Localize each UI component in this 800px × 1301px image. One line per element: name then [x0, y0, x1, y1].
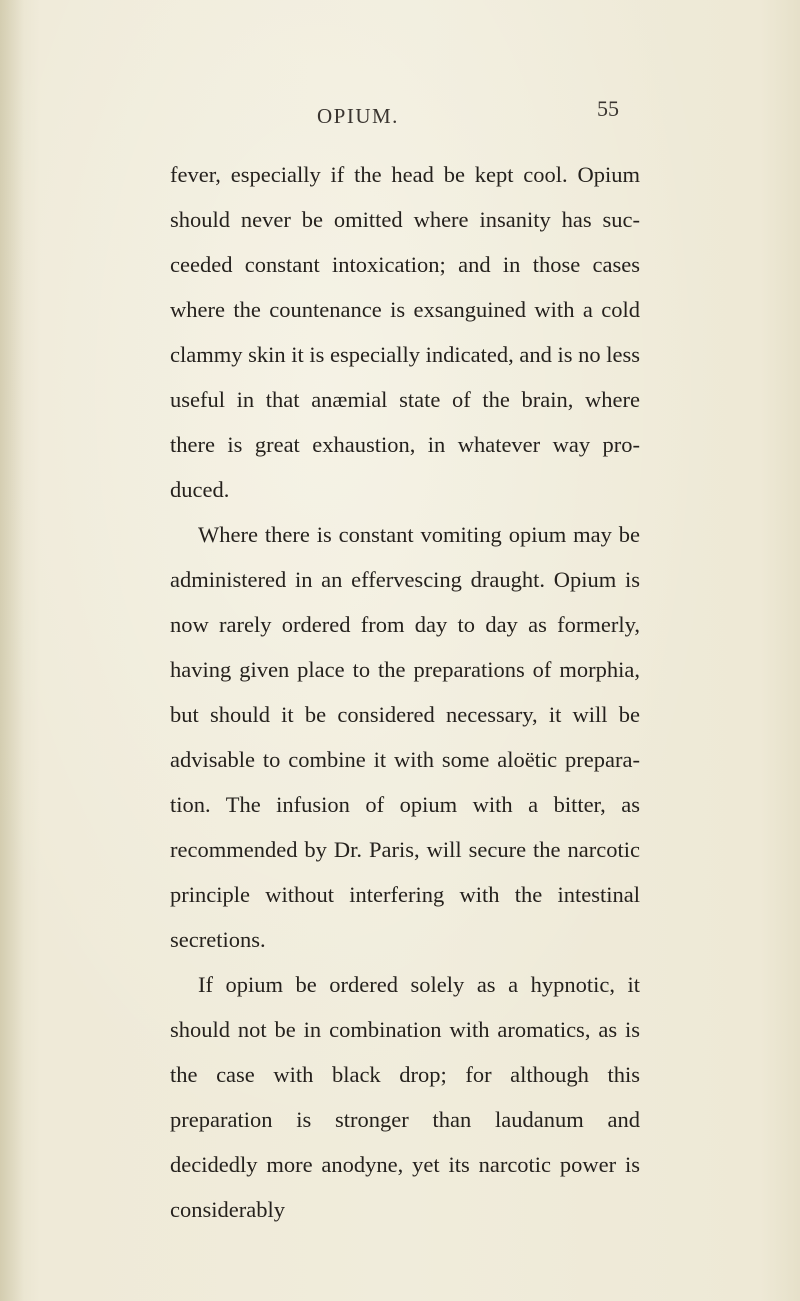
- page-number: 55: [597, 96, 619, 121]
- running-head: OPIUM.: [317, 104, 399, 128]
- paragraph-2: Where there is constant vomiting opium may be administered in an effervescing draught. Opium is now rarely ordered from day to day as formerly, having given place to the preparations of morphia, but should it be considered necessary, it will be advisable to combine it with some aloëtic preparation. The infusion of opium with a bitter, as recommended by Dr. Paris, will secure the narcotic principle without interfering with the intestinal secretions.: [170, 522, 640, 952]
- paragraph-1: fever, especially if the head be kept cool. Opium should never be omitted where insanity has succeeded constant intoxication; and in those cases where the countenance is exsanguined with a cold clammy skin it is especially indicated, and is no less useful in that anæmial state of the brain, where there is great exhaustion, in whatever way produced.: [170, 162, 640, 502]
- body-text: [170, 152, 640, 1232]
- paragraph-3: If opium be ordered solely as a hypnotic, it should not be in combination with aromatics, as is the case with black drop; for although this preparation is stronger than laudanum and decidedly more anodyne, yet its narcotic power is considerably: [170, 972, 640, 1222]
- page-edge-shadow: [0, 0, 24, 1301]
